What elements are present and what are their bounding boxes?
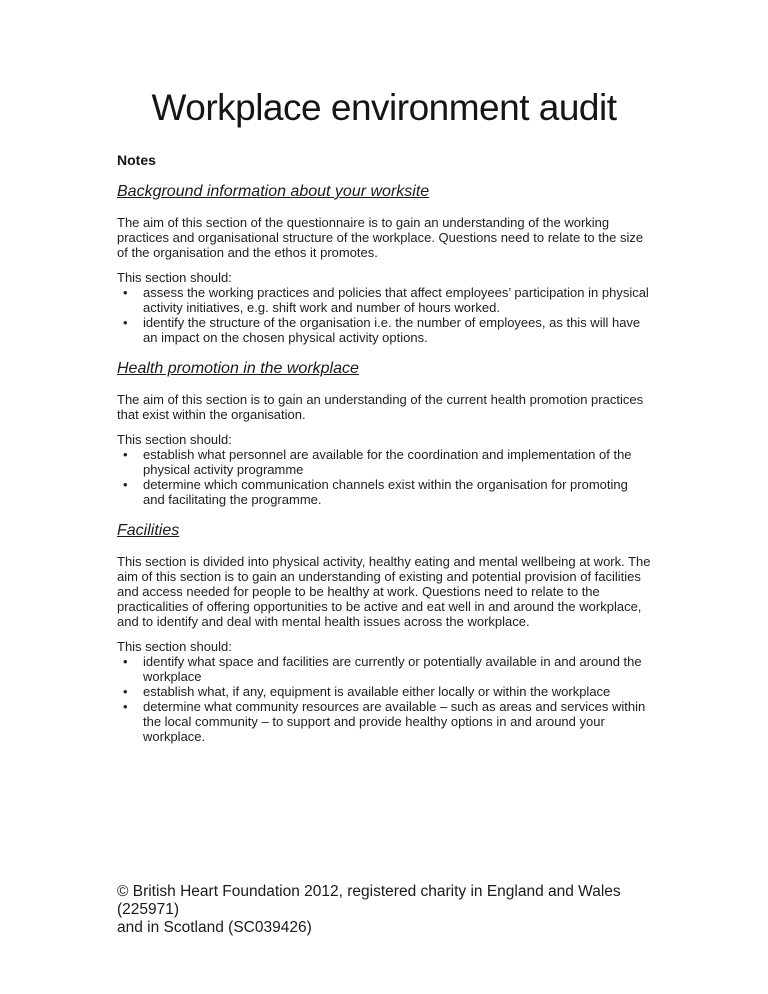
section-paragraph: The aim of this section of the questionnaire is to gain an understanding of the working practices and organisational structure of the workplace. Questions need to relate to the size of the organisation and the ethos it promotes. <box>117 215 644 260</box>
bullet-list <box>117 285 651 345</box>
copyright-line: © British Heart Foundation 2012, registered charity in England and Wales (225971) <box>117 883 621 918</box>
page-title: Workplace environment audit <box>151 87 617 128</box>
bullet-item: • identify the structure of the organisation i.e. the number of employees, as this will have an impact on the chosen physical activity options. <box>117 315 651 345</box>
section-background-information <box>117 182 651 345</box>
document-content <box>117 152 651 744</box>
bullet-item: • assess the working practices and policies that affect employees’ participation in physical activity initiatives, e.g. shift work and number of hours worked. <box>117 285 651 315</box>
list-intro: This section should: <box>117 639 232 654</box>
section-paragraph: The aim of this section is to gain an understanding of the current health promotion practices that exist within the organisation. <box>117 392 644 422</box>
section-heading: Background information about your worksite <box>117 183 430 200</box>
section-paragraph: This section is divided into physical activity, healthy eating and mental wellbeing at work. The aim of this section is to gain an understanding of existing and potential provision of facilities and access needed for people to be healthy at work. Questions need to relate to the practicalities of offering opportunities to be active and eat well in and around the workplace, and to identify and deal with mental health issues across the workplace. <box>117 554 651 629</box>
copyright-line: and in Scotland (SC039426) <box>117 919 312 936</box>
list-intro: This section should: <box>117 270 232 285</box>
bullet-list <box>117 654 651 744</box>
section-facilities <box>117 521 651 744</box>
bullet-list <box>117 447 651 507</box>
bullet-item: • determine what community resources are available – such as areas and services within the local community – to support and provide healthy options in and around your workplace. <box>117 699 651 744</box>
bullet-item: • determine which communication channels exist within the organisation for promoting and facilitating the programme. <box>117 477 651 507</box>
section-health-promotion <box>117 359 651 507</box>
bullet-item: • establish what, if any, equipment is available either locally or within the workplace <box>117 684 651 699</box>
list-intro: This section should: <box>117 432 232 447</box>
section-heading: Facilities <box>117 522 180 539</box>
bullet-item: • identify what space and facilities are currently or potentially available in and around the workplace <box>117 654 651 684</box>
copyright-footer <box>117 883 677 937</box>
bullet-item: • establish what personnel are available for the coordination and implementation of the physical activity programme <box>117 447 651 477</box>
notes-label: Notes <box>117 152 156 168</box>
section-heading: Health promotion in the workplace <box>117 360 359 377</box>
